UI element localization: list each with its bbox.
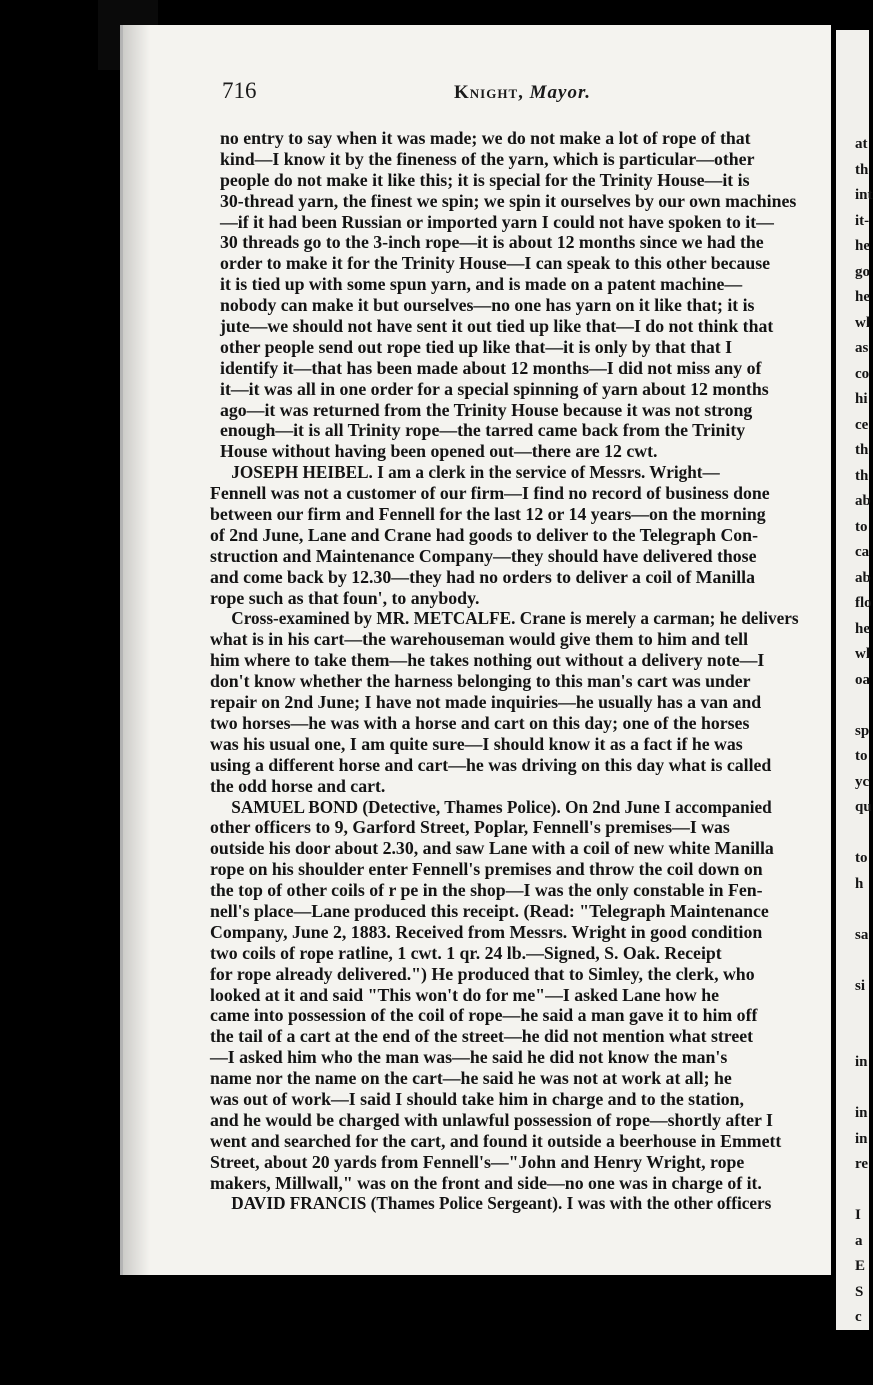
text-line: 30 threads go to the 3-inch rope—it is about 12 months since we had the — [220, 232, 764, 253]
page-gutter-shadow — [120, 25, 150, 1275]
running-head — [222, 78, 818, 118]
text-line: —I asked him who the man was—he said he did not know the man's — [210, 1047, 728, 1068]
text-line: for rope already delivered.") He produced that to Simley, the clerk, who — [210, 963, 755, 984]
header-role: Mayor. — [529, 82, 592, 103]
text-line: two horses—he was with a horse and cart on this day; one of the horses — [210, 712, 750, 733]
text-line: came into possession of the coil of rope—he said a man gave it to him off — [210, 1005, 758, 1026]
text-line: other people send out rope tied up like that—it is only by that that I — [220, 336, 733, 357]
text-line: the odd horse and cart. — [210, 775, 386, 796]
text-line: and he would be charged with unlawful possession of rope—shortly after I — [210, 1109, 773, 1130]
text-line: went and searched for the cart, and found it outside a beerhouse in Emmett — [210, 1130, 782, 1151]
text-line: rope such as that foun', to anybody. — [210, 587, 480, 608]
text-line: looked at it and said "This won't do for me"—I asked Lane how he — [210, 984, 719, 1005]
text-line: what is in his cart—the warehouseman would give them to him and tell — [210, 629, 749, 650]
text-line: —if it had been Russian or imported yarn I could not have spoken to it— — [220, 211, 774, 232]
text-line: two coils of rope ratline, 1 cwt. 1 qr. 24 lb.—Signed, S. Oak. Receipt — [210, 942, 722, 963]
text-line: outside his door about 2.30, and saw Lane with a coil of new white Manilla — [210, 838, 774, 859]
text-line: Street, about 20 yards from Fennell's—"John and Henry Wright, rope — [210, 1151, 745, 1172]
text-line: name nor the name on the cart—he said he was not at work at all; he — [210, 1068, 732, 1089]
text-line: between our firm and Fennell for the last 12 or 14 years—on the morning — [210, 504, 766, 525]
text-line: kind—I know it by the fineness of the yarn, which is particular—other — [220, 148, 755, 169]
text-line: Cross-examined by MR. METCALFE. Crane is merely a carman; he delivers — [231, 608, 799, 629]
transcript-body — [210, 128, 830, 1214]
text-line: makers, Millwall," was on the front and side—no one was in charge of it. — [210, 1172, 762, 1193]
text-line: House without having been opened out—there are 12 cwt. — [220, 441, 658, 462]
header-name: Knight, — [454, 82, 524, 103]
header-title — [454, 82, 591, 104]
text-line: JOSEPH HEIBEL. I am a clerk in the service of Messrs. Wright— — [231, 462, 720, 483]
text-line: Company, June 2, 1883. Received from Messrs. Wright in good condition — [210, 921, 763, 942]
text-line: and come back by 12.30—they had no orders to deliver a coil of Manilla — [210, 566, 755, 587]
text-line: people do not make it like this; it is special for the Trinity House—it is — [220, 169, 750, 190]
text-line: using a different horse and cart—he was driving on this day what is called — [210, 754, 772, 775]
text-line: 30-thread yarn, the finest we spin; we spin it ourselves by our own machines — [220, 190, 797, 211]
text-line: nobody can make it but ourselves—no one has yarn on it like that; it is — [220, 295, 755, 316]
text-line: the tail of a cart at the end of the street—he did not mention what street — [210, 1026, 754, 1047]
text-line: was his usual one, I am quite sure—I should know it as a fact if he was — [210, 733, 743, 754]
text-line: rope on his shoulder enter Fennell's premises and throw the coil down on — [210, 859, 763, 880]
text-line: of 2nd June, Lane and Crane had goods to deliver to the Telegraph Con- — [210, 524, 758, 545]
page-number: 716 — [222, 78, 257, 103]
text-line: order to make it for the Trinity House—I can speak to this other because — [220, 253, 771, 274]
text-line: it is tied up with some spun yarn, and is made on a patent machine— — [220, 274, 743, 295]
text-line: ago—it was returned from the Trinity House because it was not strong — [220, 399, 753, 420]
text-line: him where to take them—he takes nothing out without a delivery note—I — [210, 650, 765, 671]
text-line: enough—it is all Trinity rope—the tarred came back from the Trinity — [220, 420, 746, 441]
text-line: it—it was all in one order for a special spinning of yarn about 12 months — [220, 378, 769, 399]
text-line: struction and Maintenance Company—they should have delivered those — [210, 545, 757, 566]
text-line: no entry to say when it was made; we do not make a lot of rope of that — [220, 128, 751, 148]
text-line: don't know whether the harness belonging to this man's cart was under — [210, 671, 751, 692]
text-line: Fennell was not a customer of our firm—I find no record of business done — [210, 483, 770, 504]
text-line: jute—we should not have sent it out tied up like that—I do not think that — [220, 316, 774, 337]
text-line: nell's place—Lane produced this receipt. (Read: "Telegraph Maintenance — [210, 900, 769, 921]
text-line: the top of other coils of r pe in the shop—I was the only constable in Fen- — [210, 880, 763, 901]
text-line: was out of work—I said I should take him in charge and to the station, — [210, 1088, 745, 1109]
text-line: repair on 2nd June; I have not made inquiries—he usually has a van and — [210, 692, 762, 713]
text-line: identify it—that has been made about 12 months—I did not miss any of — [220, 357, 762, 378]
text-line: DAVID FRANCIS (Thames Police Sergeant). I was with the other officers — [231, 1193, 772, 1214]
text-line: SAMUEL BOND (Detective, Thames Police). On 2nd June I accompanied — [231, 796, 772, 817]
facing-page-text: at th int it- he go he wl as co hi ce th th ab to ca ab flo he wl oa sp to yc qu to h sa si in in in re I a E S c — [855, 136, 873, 1325]
text-line: other officers to 9, Garford Street, Poplar, Fennell's premises—I was — [210, 817, 730, 838]
